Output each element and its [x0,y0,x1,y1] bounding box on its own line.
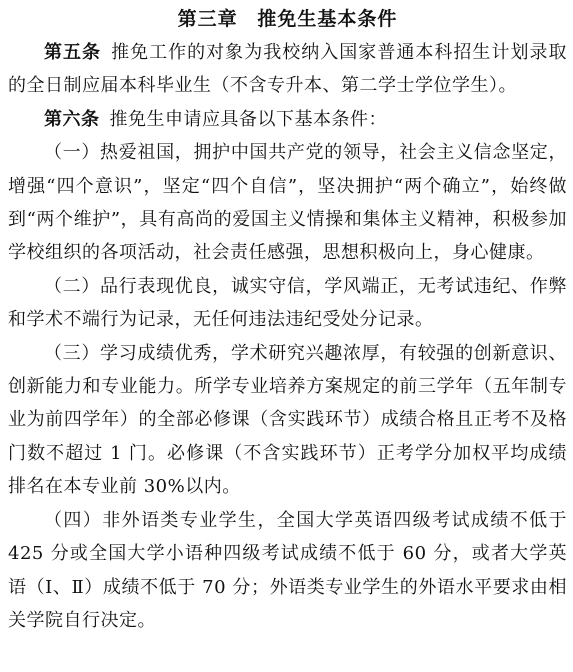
condition-2: （二）品行表现优良，诚实守信，学风端正，无考试违纪、作弊和学术不端行为记录，无任何违法违纪受处分记录。 [8,275,567,331]
article-5 [8,36,567,103]
condition-3: （三）学习成绩优秀，学术研究兴趣浓厚，有较强的创新意识、创新能力和专业能力。所学专业培养方案规定的前三学年（五年制专业为前四学年）的全部必修课（含实践环节）成绩合格且正考不及格门数不超过 1 门。必修课（不含实践环节）正考学分加权平均成绩排名在本专业前 30%以内。 [8,342,567,498]
article-6 [8,103,567,136]
article-5-text: 推免工作的对象为我校纳入国家普通本科招生计划录取的全日制应届本科毕业生（不含专升本、第二学士学位学生）。 [8,42,568,97]
chapter-number: 第三章 [177,8,238,30]
condition-4: （四）非外语类专业学生，全国大学英语四级考试成绩不低于 425 分或全国大学小语种四级考试成绩不低于 60 分，或者大学英语（Ⅰ、Ⅱ）成绩不低于 70 分；外语类专业学生的外语水平要求由相关学院自行决定。 [8,509,567,631]
document-page [0,8,573,672]
article-5-label: 第五条 [44,42,102,63]
chapter-heading [8,8,567,30]
article-6-label: 第六条 [44,108,100,130]
article-6-text: 推免生申请应具备以下基本条件： [109,108,387,130]
condition-1: （一）热爱祖国，拥护中国共产党的领导，社会主义信念坚定，增强“四个意识”，坚定“四个自信”，坚决拥护“两个确立”，始终做到“两个维护”，具有高尚的爱国主义情操和集体主义精神，积极参加学校组织的各项活动，社会责任感强，思想积极向上，身心健康。 [8,142,567,264]
chapter-title: 推免生基本条件 [257,8,398,30]
